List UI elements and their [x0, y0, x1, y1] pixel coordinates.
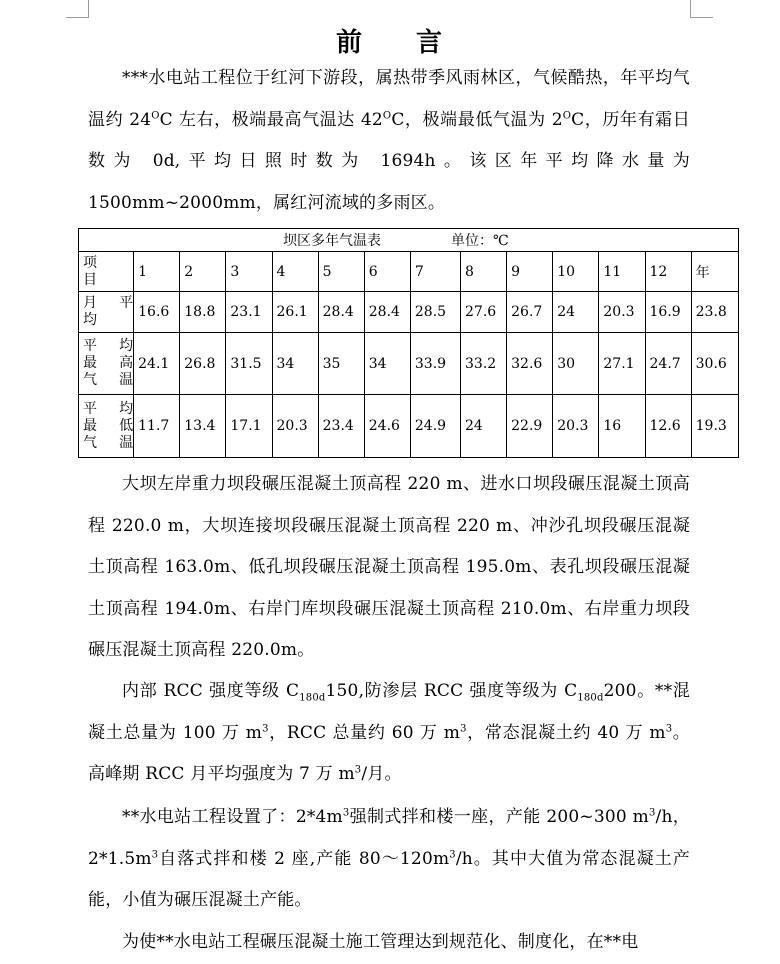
- table-cell: 18.8: [180, 292, 226, 333]
- table-header-row: [79, 252, 739, 292]
- table-cell: 30.6: [691, 333, 738, 395]
- table-caption: 坝区多年气温表: [283, 233, 381, 249]
- column-header: 2: [180, 252, 226, 292]
- column-header: 6: [364, 252, 410, 292]
- table-cell: 20.3: [553, 395, 599, 458]
- column-header: 年: [691, 252, 738, 292]
- label-line: 平 均: [83, 338, 134, 354]
- header-label-cell: [79, 252, 134, 292]
- label-line: 最 低: [83, 417, 134, 434]
- text-run: 。高峰期 RCC 月平均强度为 7 万 m: [88, 722, 691, 784]
- page-title: [0, 22, 780, 59]
- table-cell: 24.6: [364, 395, 410, 458]
- row-label-cell: [79, 395, 134, 458]
- label-line: 气 温: [83, 434, 134, 451]
- table-cell: 13.4: [180, 395, 226, 458]
- table-cell: 11.7: [134, 395, 180, 458]
- superscript: O: [562, 109, 572, 121]
- paragraph-rcc-strength: [88, 671, 690, 796]
- subscript: 180d: [299, 692, 326, 704]
- table-cell: 23.1: [226, 292, 272, 333]
- text-run: 150,防渗层 RCC 强度等级为 C: [325, 681, 578, 701]
- superscript: 3: [460, 722, 467, 734]
- label-line: 目: [83, 271, 97, 288]
- table-cell: 20.3: [272, 395, 318, 458]
- superscript: 3: [342, 807, 350, 819]
- table-cell: 33.2: [461, 333, 507, 395]
- table-cell: 35: [318, 333, 364, 395]
- superscript: 3: [262, 722, 269, 734]
- superscript: 3: [354, 764, 362, 776]
- text-run: 内部 RCC 强度等级 C: [122, 681, 300, 701]
- table-cell: 24.1: [134, 333, 180, 395]
- corner-mark-left-h: [66, 17, 89, 18]
- table-caption-cell: [79, 229, 739, 252]
- table-row: [79, 333, 739, 395]
- column-header: 8: [461, 252, 507, 292]
- table-cell: 27.1: [599, 333, 645, 395]
- table-caption-row: [79, 229, 739, 252]
- text-run: ***水电站工程位于红河下游段，属热带季风雨林区，气候酷热，年平均气温约 24: [88, 68, 690, 130]
- label-line: 气 温: [83, 372, 134, 388]
- table-cell: 23.4: [318, 395, 364, 458]
- superscript: O: [382, 109, 392, 121]
- table-cell: 16: [599, 395, 645, 458]
- table-cell: 23.8: [691, 292, 738, 333]
- paragraph-cutoff: 为使**水电站工程碾压混凝土施工管理达到规范化、制度化，在**电: [122, 932, 639, 952]
- table-cell: 34: [272, 333, 318, 395]
- column-header: 10: [553, 252, 599, 292]
- row-label-cell: [79, 333, 134, 395]
- temperature-table: [78, 228, 739, 458]
- table-cell: 16.6: [134, 292, 180, 333]
- corner-mark-left-v: [88, 0, 89, 17]
- table-cell: 28.5: [410, 292, 460, 333]
- table-unit: 单位：℃: [451, 233, 509, 249]
- table-cell: 26.7: [507, 292, 553, 333]
- table-cell: 32.6: [507, 333, 553, 395]
- table-cell: 24.9: [410, 395, 460, 458]
- column-header: 7: [410, 252, 460, 292]
- table-cell: 33.9: [410, 333, 460, 395]
- superscript: 3: [151, 848, 159, 860]
- table-cell: 17.1: [226, 395, 272, 458]
- column-header: 1: [134, 252, 180, 292]
- text-run: 自落式拌和楼 2 座,产能 80～120m: [158, 848, 450, 869]
- column-header: 5: [318, 252, 364, 292]
- text-run: **水电站工程设置了：2*4m: [122, 807, 343, 827]
- column-header: 4: [272, 252, 318, 292]
- corner-mark-right-h: [690, 17, 713, 18]
- table-cell: 26.1: [272, 292, 318, 333]
- text-run: 强制式拌和楼一座，产能 200~300 m: [349, 807, 649, 827]
- text-run: /月。: [361, 764, 402, 784]
- table-cell: 28.4: [364, 292, 410, 333]
- table-cell: 26.8: [180, 333, 226, 395]
- text-run: ，RCC 总量约 60 万 m: [268, 722, 461, 743]
- label-line: 最 高: [83, 355, 134, 371]
- table-cell: 12.6: [645, 395, 691, 458]
- text-run: C，历年有霜日数为 0d,平均日照时数为 1694h。该区年平均降水量为 1500mm~2000mm，属红河流域的多雨区。: [88, 109, 690, 213]
- label-line: 项: [83, 254, 97, 271]
- superscript: 3: [648, 807, 656, 819]
- table-cell: 24.7: [645, 333, 691, 395]
- paragraph-climate: [88, 58, 690, 224]
- column-header: 11: [599, 252, 645, 292]
- paragraph-dam-elevations: 大坝左岸重力坝段碾压混凝土顶高程 220 m、进水口坝段碾压混凝土顶高程 220.0 m，大坝连接坝段碾压混凝土顶高程 220 m、冲沙孔坝段碾压混凝土顶高程 163.0m、低孔坝段碾压混凝土顶高程 195.0m、表孔坝段碾压混凝土顶高程 194.0m、右岸门库坝段碾压混凝土顶高程 210.0m、右岸重力坝段碾压混凝土顶高程 220.0m。: [88, 474, 690, 660]
- table-cell: 27.6: [461, 292, 507, 333]
- table-cell: 31.5: [226, 333, 272, 395]
- label-line: 月 平: [83, 295, 134, 311]
- superscript: O: [151, 109, 160, 121]
- corner-mark-right-v: [690, 0, 691, 17]
- column-header: 3: [226, 252, 272, 292]
- title-char-right: 言: [416, 28, 445, 58]
- text-run: ，常态混凝土约 40 万 m: [466, 722, 666, 743]
- superscript: 3: [449, 848, 456, 860]
- table-row: [79, 292, 739, 333]
- title-char-left: 前: [335, 28, 364, 58]
- column-header: 9: [507, 252, 553, 292]
- table-cell: 24: [553, 292, 599, 333]
- row-label-cell: [79, 292, 134, 333]
- text-run: 200。**混凝土总量为 100 万 m: [88, 681, 690, 743]
- table-row: [79, 395, 739, 458]
- table-cell: 22.9: [507, 395, 553, 458]
- superscript: 3: [665, 722, 673, 734]
- table-cell: 16.9: [645, 292, 691, 333]
- text-run: C，极端最低气温为 2: [391, 109, 563, 130]
- label-line: 均: [83, 312, 97, 328]
- text-run: C 左右，极端最高气温达 42: [159, 109, 383, 130]
- subscript: 180d: [577, 692, 604, 704]
- text-run: /h。其中大值为常态混凝土产能，小值为碾压混凝土产能。: [88, 848, 690, 910]
- label-line: 平 均: [83, 400, 134, 417]
- table-cell: 19.3: [691, 395, 738, 458]
- table-cell: 30: [553, 333, 599, 395]
- table-cell: 28.4: [318, 292, 364, 333]
- paragraph-mixing-plants: [88, 797, 690, 922]
- text-run: /h，2*1.5m: [88, 807, 690, 869]
- table-cell: 34: [364, 333, 410, 395]
- column-header: 12: [645, 252, 691, 292]
- table-cell: 20.3: [599, 292, 645, 333]
- table-cell: 24: [461, 395, 507, 458]
